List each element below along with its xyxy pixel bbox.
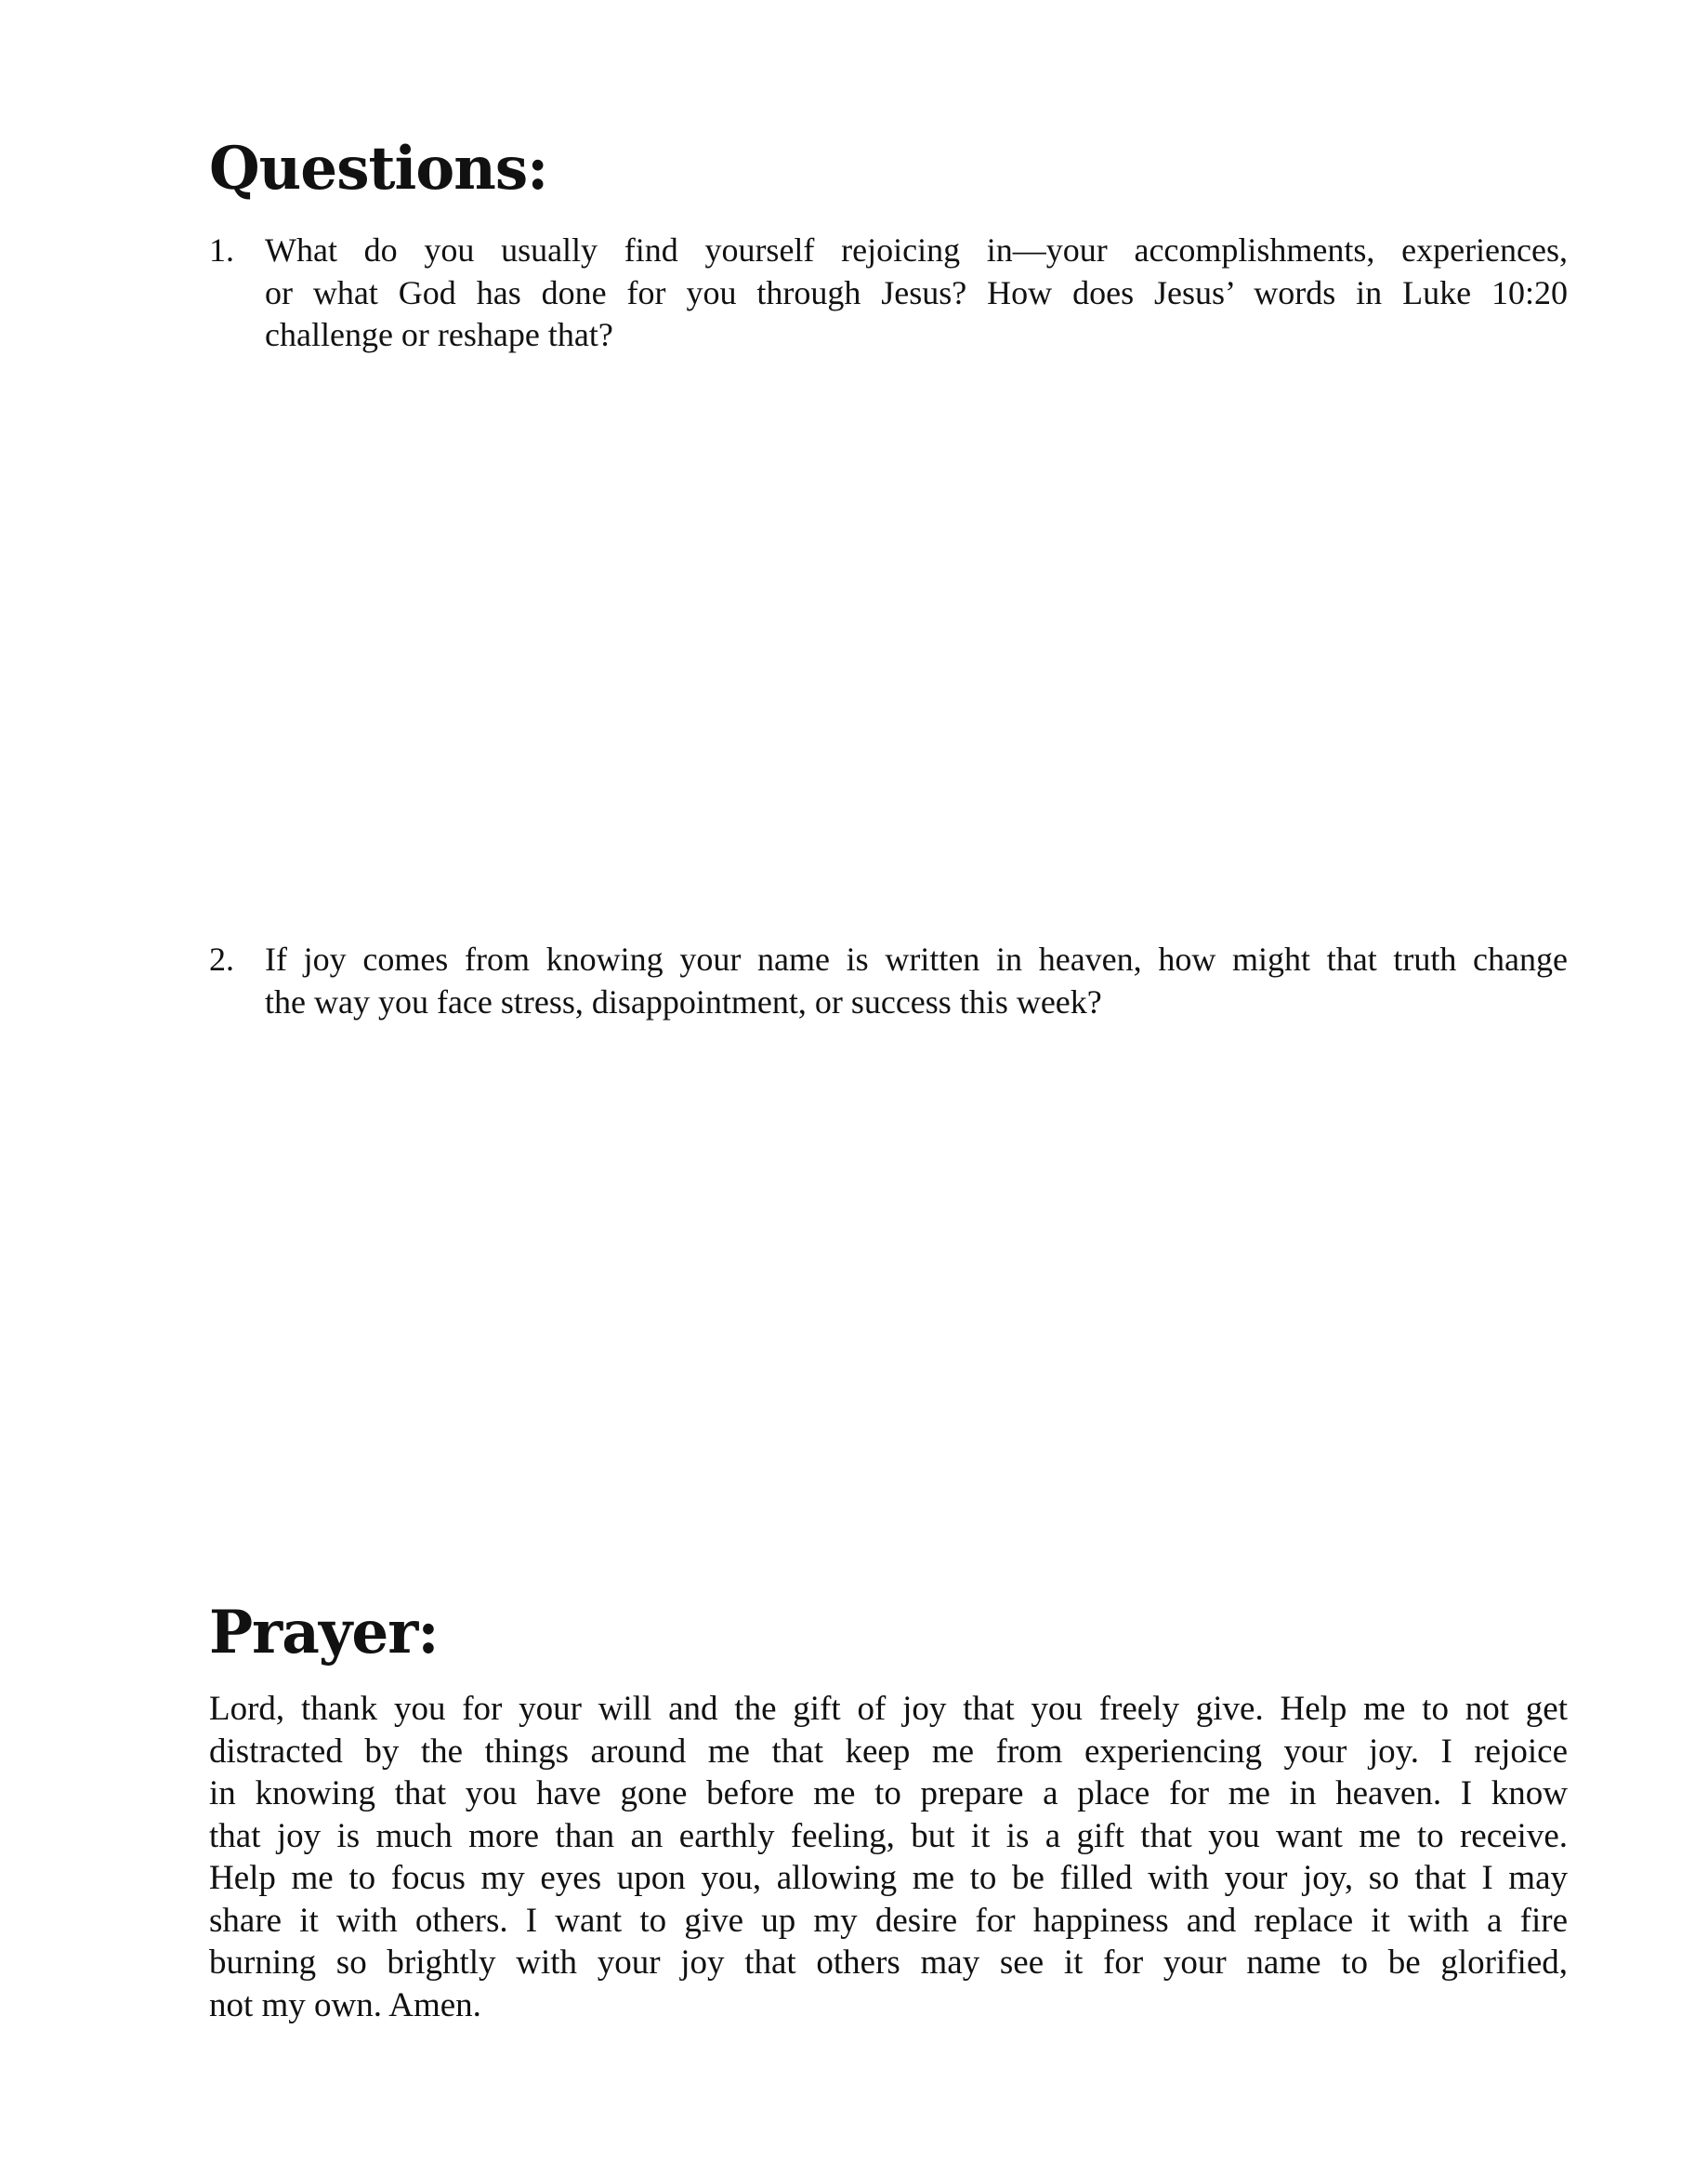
prayer-line: share it with others. I want to give up my desire for happiness and replace it with a fire	[209, 1901, 1568, 1940]
prayer-line: that joy is much more than an earthly feeling, but it is a gift that you want me to receive.	[209, 1816, 1568, 1855]
question-line: challenge or reshape that?	[265, 316, 613, 353]
question-number: 2.	[209, 941, 234, 978]
question-line: the way you face stress, disappointment, or success this week?	[265, 982, 1102, 1021]
prayer-line: burning so brightly with your joy that others may see it for your name to be glorified,	[209, 1944, 1568, 1982]
question-line: What do you usually find yourself rejoicing in—your accomplishments, experiences,	[265, 231, 1568, 269]
question-item	[209, 939, 1568, 1023]
question-line: or what God has done for you through Jesus? How does Jesus’ words in Luke 10:20	[265, 273, 1568, 311]
prayer-line: not my own. Amen.	[209, 1985, 481, 2024]
question-number: 1.	[209, 231, 234, 269]
prayer-line: Help me to focus my eyes upon you, allowing me to be filled with your joy, so that I may	[209, 1859, 1568, 1897]
prayer-line: distracted by the things around me that keep me from experiencing your joy. I rejoice	[209, 1732, 1568, 1771]
prayer-line: Lord, thank you for your will and the gift of joy that you freely give. Help me to not get	[209, 1690, 1568, 1728]
prayer-heading: Prayer:	[209, 1598, 439, 1667]
prayer-line: in knowing that you have gone before me to prepare a place for me in heaven. I know	[209, 1774, 1568, 1812]
question-line: If joy comes from knowing your name is written in heaven, how might that truth change	[265, 941, 1568, 978]
prayer-text	[209, 1688, 1568, 2026]
questions-heading: Questions:	[209, 134, 548, 204]
question-item	[209, 230, 1568, 357]
